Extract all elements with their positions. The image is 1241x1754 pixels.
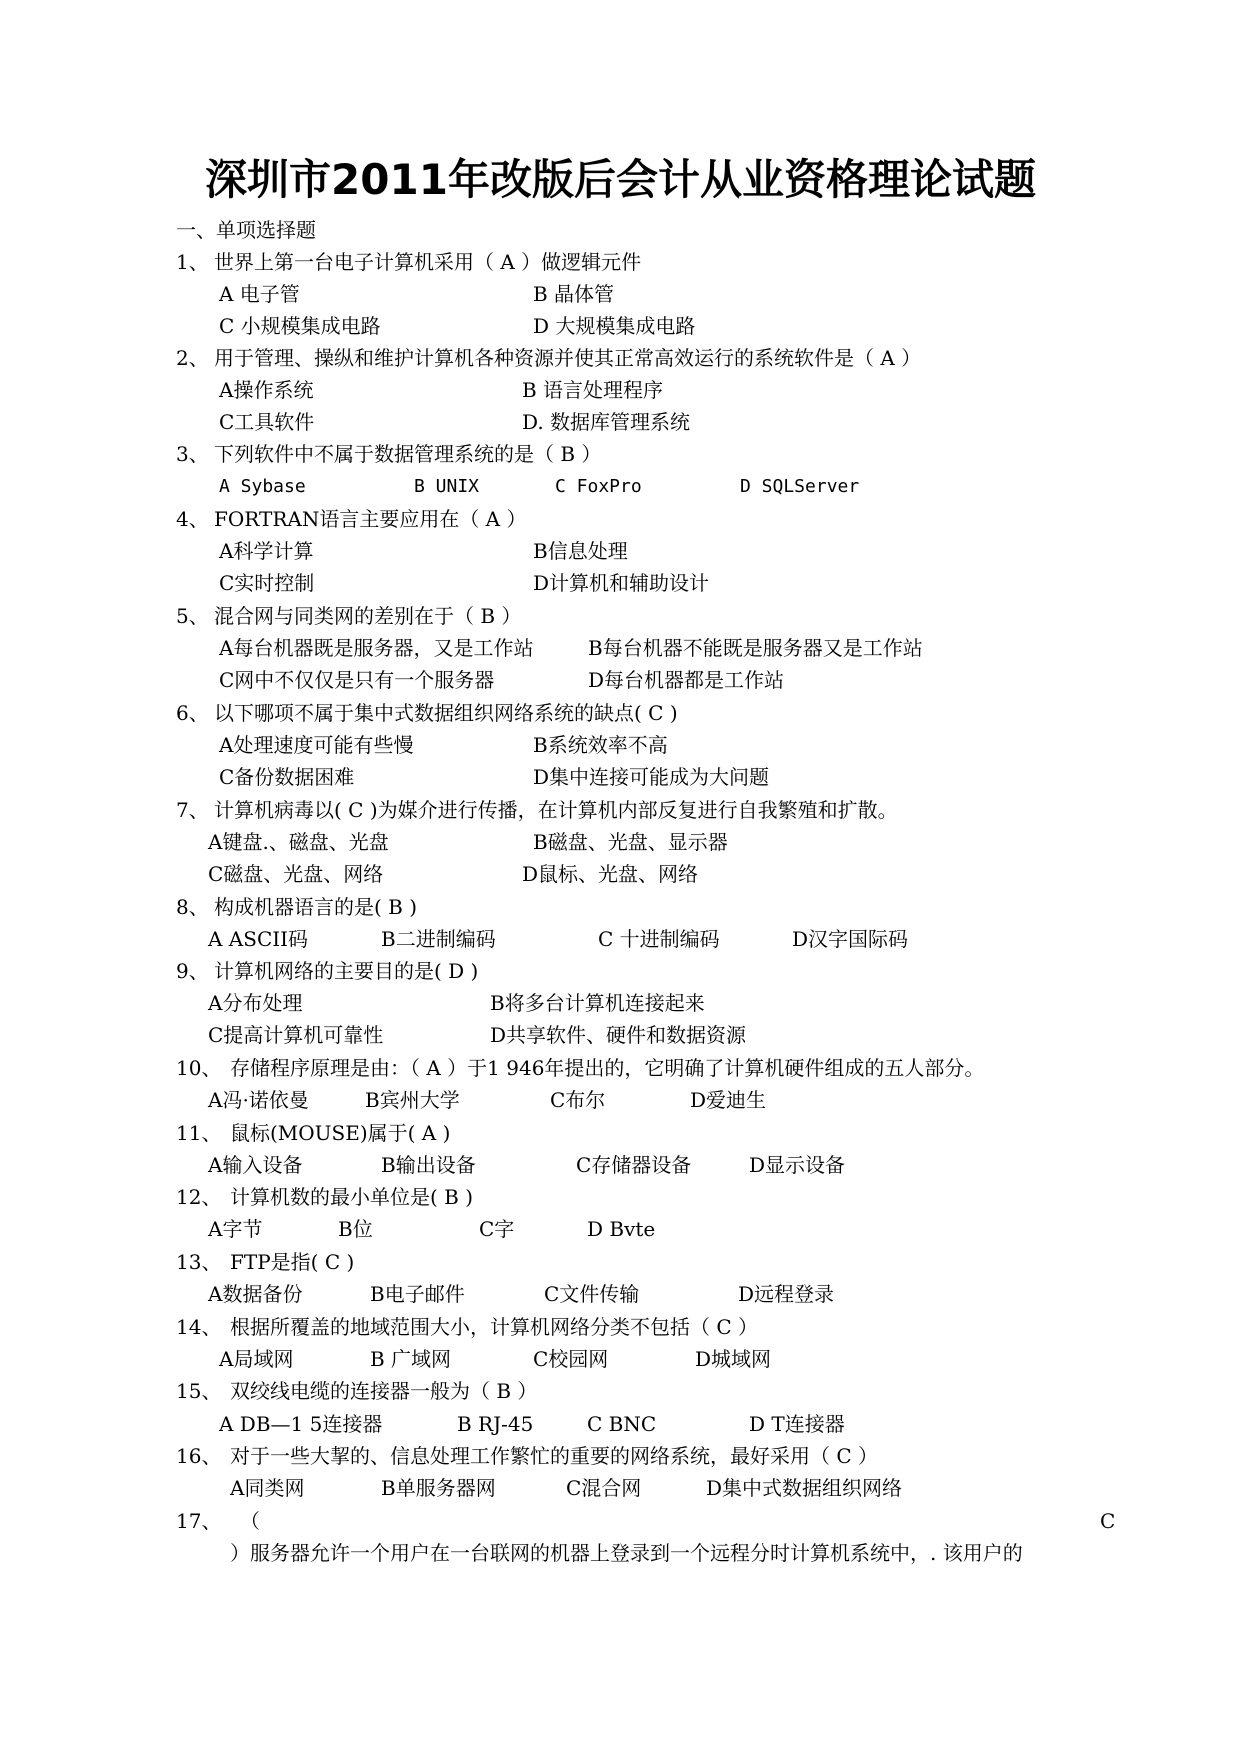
question-number: 3、 (176, 442, 209, 466)
option-b: B系统效率不高 (533, 733, 668, 757)
question-text: FORTRAN语言主要应用在（ A ） (214, 507, 527, 531)
option-c: C存储器设备 (576, 1153, 692, 1177)
option-b: B电子邮件 (370, 1282, 465, 1306)
option-c: C 十进制编码 (598, 927, 720, 951)
option-c: C磁盘、光盘、网络 (208, 862, 384, 886)
option-a: A分布处理 (208, 991, 303, 1015)
option-c: C备份数据困难 (219, 765, 355, 789)
option-a: A字节 (208, 1217, 263, 1241)
question-number: 6、 (176, 701, 209, 725)
question-text: 计算机病毒以( C )为媒介进行传播，在计算机内部反复进行自我繁殖和扩散。 (214, 798, 898, 822)
option-b: B每台机器不能既是服务器又是工作站 (588, 636, 923, 660)
option-c: C 小规模集成电路 (219, 314, 381, 338)
option-b: B信息处理 (533, 539, 628, 563)
option-a: A数据备份 (208, 1282, 303, 1306)
question-text: 鼠标(MOUSE)属于( A ) (230, 1121, 451, 1145)
option-d: D城域网 (695, 1347, 772, 1371)
question-text: 以下哪项不属于集中式数据组织网络系统的缺点( C ) (214, 701, 678, 725)
question-number: 7、 (176, 798, 209, 822)
question-number: 15、 (176, 1379, 222, 1403)
option-d: D显示设备 (749, 1153, 846, 1177)
question-number: 8、 (176, 895, 209, 919)
option-d: D计算机和辅助设计 (533, 571, 710, 595)
option-d: D共享软件、硬件和数据资源 (490, 1023, 747, 1047)
question-number: 9、 (176, 959, 209, 983)
option-b: B输出设备 (381, 1153, 476, 1177)
question-text: 存储程序原理是由：（ A ）于1 946年提出的，它明确了计算机硬件组成的五人部分。 (230, 1056, 985, 1080)
option-d: D爱迪生 (690, 1088, 767, 1112)
option-a: A键盘.、磁盘、光盘 (208, 830, 389, 854)
option-a: A处理速度可能有些慢 (219, 733, 414, 757)
option-d: D远程登录 (738, 1282, 835, 1306)
question-text: ）服务器允许一个用户在一台联网的机器上登录到一个远程分时计算机系统中，. 该用户的 (230, 1541, 1023, 1565)
option-c: C校园网 (533, 1347, 609, 1371)
question-number: 10、 (176, 1056, 222, 1080)
question-text: 用于管理、操纵和维护计算机各种资源并使其正常高效运行的系统软件是（ A ） (214, 346, 922, 370)
question-number: 4、 (176, 507, 209, 531)
question-text: 计算机数的最小单位是( B ) (230, 1185, 474, 1209)
option-c: C实时控制 (219, 571, 315, 595)
option-a: A科学计算 (219, 539, 314, 563)
option-a: A ASCII码 (208, 927, 309, 951)
option-d: D Bvte (587, 1217, 656, 1241)
question-number: 13、 (176, 1250, 222, 1274)
option-c: C提高计算机可靠性 (208, 1023, 384, 1047)
section-heading: 一、单项选择题 (176, 218, 316, 242)
question-text: 混合网与同类网的差别在于（ B ） (214, 604, 522, 628)
answer-open-paren: （ (240, 1509, 260, 1533)
option-a: A输入设备 (208, 1153, 303, 1177)
option-b: B二进制编码 (381, 927, 496, 951)
option-c: C布尔 (550, 1088, 606, 1112)
option-b: B将多台计算机连接起来 (490, 991, 705, 1015)
question-text: 计算机网络的主要目的是( D ) (214, 959, 479, 983)
option-d: D T连接器 (749, 1412, 845, 1436)
question-text: 世界上第一台电子计算机采用（ A ）做逻辑元件 (214, 250, 642, 274)
question-text: 双绞线电缆的连接器一般为（ B ） (230, 1379, 538, 1403)
option-a: A DB—1 5连接器 (219, 1412, 383, 1436)
answer-letter: C (1100, 1509, 1116, 1533)
question-number: 2、 (176, 346, 209, 370)
option-a: A 电子管 (219, 282, 300, 306)
option-b: B磁盘、光盘、显示器 (533, 830, 728, 854)
option-d: D 大规模集成电路 (533, 314, 696, 338)
question-number: 14、 (176, 1315, 222, 1339)
option-c: C字 (479, 1217, 515, 1241)
option-d: D. 数据库管理系统 (522, 410, 691, 434)
option-d: D集中连接可能成为大问题 (533, 765, 770, 789)
option-a: A每台机器既是服务器，又是工作站 (219, 636, 534, 660)
option-c: C文件传输 (544, 1282, 640, 1306)
question-number: 1、 (176, 250, 209, 274)
option-a: A Sybase (219, 476, 306, 497)
document-title: 深圳市2011年改版后会计从业资格理论试题 (205, 155, 1036, 204)
question-number: 11、 (176, 1121, 222, 1145)
question-number: 16、 (176, 1444, 222, 1468)
option-b: B 广域网 (370, 1347, 452, 1371)
option-a: A操作系统 (219, 378, 314, 402)
option-d: D SQLServer (740, 476, 860, 497)
option-d: D每台机器都是工作站 (588, 668, 785, 692)
option-b: B RJ-45 (457, 1412, 534, 1436)
question-text: FTP是指( C ) (230, 1250, 355, 1274)
option-c: C工具软件 (219, 410, 315, 434)
option-b: B UNIX (414, 476, 480, 497)
question-text: 构成机器语言的是( B ) (214, 895, 418, 919)
option-b: B位 (338, 1217, 373, 1241)
option-c: C混合网 (566, 1476, 642, 1500)
option-b: B宾州大学 (365, 1088, 460, 1112)
option-d: D集中式数据组织网络 (706, 1476, 903, 1500)
option-b: B单服务器网 (381, 1476, 496, 1500)
question-number: 12、 (176, 1185, 222, 1209)
option-c: C网中不仅仅是只有一个服务器 (219, 668, 495, 692)
option-a: A冯·诺依曼 (208, 1088, 309, 1112)
question-number: 5、 (176, 604, 209, 628)
option-b: B 语言处理程序 (522, 378, 664, 402)
option-d: D汉字国际码 (792, 927, 909, 951)
option-a: A局域网 (219, 1347, 294, 1371)
question-text: 对于一些大挈的、信息处理工作繁忙的重要的网络系统，最好采用（ C ） (230, 1444, 879, 1468)
question-text: 下列软件中不属于数据管理系统的是（ B ） (214, 442, 602, 466)
question-number: 17、 (176, 1509, 222, 1533)
option-a: A同类网 (230, 1476, 305, 1500)
option-c: C BNC (587, 1412, 657, 1436)
question-text: 根据所覆盖的地域范围大小，计算机网络分类不包括（ C ） (230, 1315, 759, 1339)
option-b: B 晶体管 (533, 282, 615, 306)
option-c: C FoxPro (555, 476, 642, 497)
option-d: D鼠标、光盘、网络 (522, 862, 699, 886)
